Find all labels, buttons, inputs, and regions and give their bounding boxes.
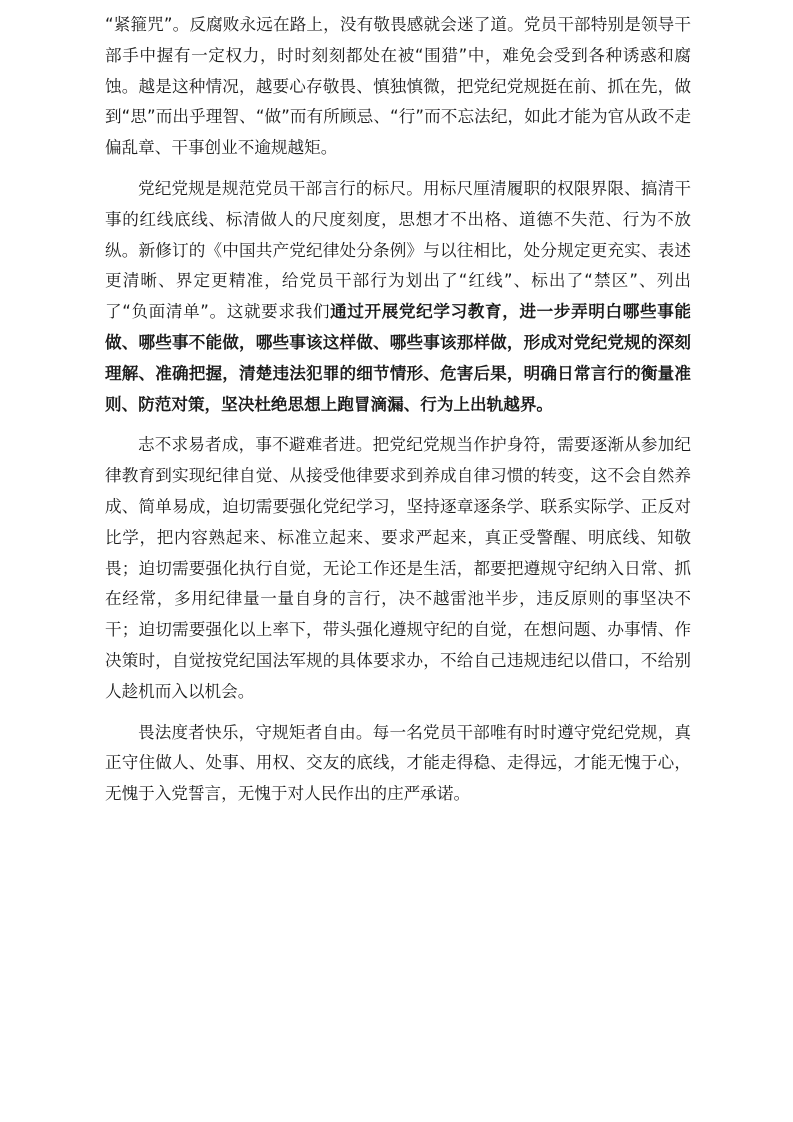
paragraph-party-rules-standard — [105, 174, 691, 420]
paragraph-conclusion: 畏法度者快乐，守规矩者自由。每一名党员干部唯有时时遵守党纪党规，真正守住做人、处事、用权、交友的底线，才能走得稳、走得远，才能无愧于心，无愧于入党誓言，无愧于对人民作出的庄严承诺。 — [105, 722, 691, 804]
paragraph-regular-text: 党纪党规是规范党员干部言行的标尺。用标尺厘清履职的权限界限、搞清干事的红线底线、标清做人的尺度刻度，思想才不出格、道德不失范、行为不放纵。新修订的《中国共产党纪律处分条例》与以往相比，处分规定更充实、表述更清晰、界定更精准，给党员干部行为划出了“红线”、标出了“禁区”、列出了“负面清单”。这就要求我们 — [105, 178, 691, 322]
paragraph-bold-text: 通过开展党纪学习教育，进一步弄明白哪些事能做、哪些事不能做，哪些事该这样做、哪些事该那样做，形成对党纪党规的深刻理解、准确把握，清楚违法犯罪的细节情形、危害后果，明确日常言行的衡量准则、防范对策，坚决杜绝思想上跑冒滴漏、行为上出轨越界。 — [105, 302, 692, 414]
paragraph-continuation: “紧箍咒”。反腐败永远在路上，没有敬畏感就会迷了道。党员干部特别是领导干部手中握有一定权力，时时刻刻都处在被“围猎”中，难免会受到各种诱惑和腐蚀。越是这种情况，越要心存敬畏、慎独慎微，把党纪党规挺在前、抓在先，做到“思”而出乎理智、“做”而有所顾忌、“行”而不忘法纪，如此才能为官从政不走偏乱章、干事创业不逾规越矩。 — [105, 15, 691, 158]
document-page — [105, 10, 691, 820]
paragraph-discipline-study: 志不求易者成，事不避难者进。把党纪党规当作护身符，需要逐渐从参加纪律教育到实现纪律自觉、从接受他律要求到养成自律习惯的转变，这不会自然养成、简单易成，迫切需要强化党纪学习，坚持逐章逐条学、联系实际学、正反对比学，把内容熟起来、标准立起来、要求严起来，真正受警醒、明底线、知敬畏；迫切需要强化执行自觉，无论工作还是生活，都要把遵规守纪纳入日常、抓在经常，多用纪律量一量自身的言行，决不越雷池半步，违反原则的事坚决不干；迫切需要强化以上率下，带头强化遵规守纪的自觉，在想问题、办事情、作决策时，自觉按党纪国法军规的具体要求办，不给自己违规违纪以借口，不给别人趁机而入以机会。 — [105, 435, 691, 701]
